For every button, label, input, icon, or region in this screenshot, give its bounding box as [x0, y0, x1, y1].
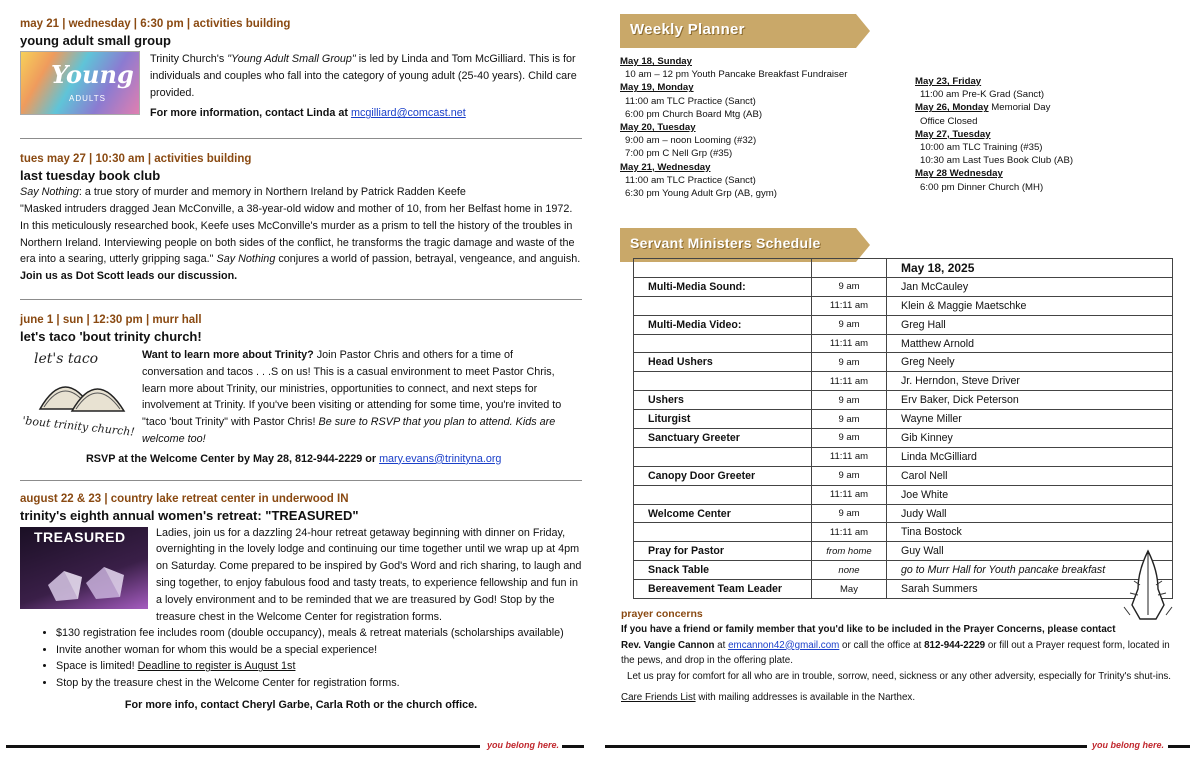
schedule-name: Tina Bostock [887, 523, 1173, 542]
taco-image [20, 347, 138, 437]
svg-text:let's taco: let's taco [34, 350, 99, 367]
schedule-time: 11:11 am [812, 447, 887, 466]
schedule-name: Jr. Herndon, Steve Driver [887, 372, 1173, 391]
schedule-role [634, 296, 812, 315]
divider [20, 299, 582, 300]
planner-day: May 26, Monday Memorial Day Office Closed [915, 102, 1051, 127]
schedule-name: Greg Hall [887, 315, 1173, 334]
schedule-role: Bereavement Team Leader [634, 580, 812, 599]
planner-day: May 27, Tuesday 10:00 am TLC Training (#35) 10:30 am Last Tues Book Club (AB) [915, 128, 1074, 167]
event-title: young adult small group [20, 33, 171, 48]
schedule-time: 9 am [812, 391, 887, 410]
planner-day: May 23, Friday 11:00 am Pre-K Grad (Sanct) [915, 76, 1045, 101]
planner-day: May 28 Wednesday 6:00 pm Dinner Church (MH) [915, 168, 1044, 193]
schedule-role [634, 372, 812, 391]
young-adults-image: Young ADULTS [20, 51, 140, 115]
table-row [634, 372, 1173, 391]
table-row [634, 447, 1173, 466]
planner-day: May 20, Tuesday 9:00 am – noon Looming (#32) 7:00 pm C Nell Grp (#35) [620, 122, 757, 160]
list-item: • Invite another woman for whom this would be a special experience! [56, 642, 582, 659]
schedule-role: Ushers [634, 391, 812, 410]
planner-day: May 18, Sunday 10 am – 12 pm Youth Pancake Breakfast Fundraiser [620, 56, 848, 81]
schedule-role [634, 485, 812, 504]
schedule-name: go to Murr Hall for Youth pancake breakfast [887, 561, 1173, 580]
table-row [634, 580, 1173, 599]
schedule-role: Liturgist [634, 410, 812, 429]
table-row [634, 561, 1173, 580]
schedule-time: from home [812, 542, 887, 561]
weekly-planner-banner: Weekly Planner [620, 14, 856, 48]
schedule-role: Canopy Door Greeter [634, 466, 812, 485]
schedule-time: 9 am [812, 353, 887, 372]
schedule-name: Wayne Miller [887, 410, 1173, 429]
schedule-role: Multi-Media Sound: [634, 277, 812, 296]
schedule-time: 9 am [812, 504, 887, 523]
footer-tagline: you belong here. [1092, 740, 1165, 750]
table-row [634, 277, 1173, 296]
schedule-time: 11:11 am [812, 372, 887, 391]
list-item: • $130 registration fee includes room (double occupancy), meals & retreat materials (scholarships available) [56, 625, 582, 642]
table-row [634, 410, 1173, 429]
schedule-time: May [812, 580, 887, 599]
event-description: TREASURED Ladies, join us for a dazzling 24-hour retreat getaway beginning with dinner on Friday, overnighting in the lovely lodge and continuing our time together until we wrap up at 4pm on Saturday. Come prepared to be inspired by God's Word and rich sharing, to laugh and sing together, to enjoy fabulous food and tasty treats, to experience fellowship and fun in a lovely environment and to be reminded that we are treasured by God! Stop by the treasure chest in the Welcome Center for registration forms. [20, 525, 582, 626]
event-rsvp: RSVP at the Welcome Center by May 28, 812-944-2229 or mary.evans@trinityna.org [86, 452, 502, 465]
divider [20, 480, 582, 481]
schedule-time: 9 am [812, 277, 887, 296]
schedule-name: Gib Kinney [887, 429, 1173, 448]
schedule-name: Joe White [887, 485, 1173, 504]
schedule-name: Carol Nell [887, 466, 1173, 485]
footer-rule [1168, 745, 1190, 748]
schedule-name: Linda McGilliard [887, 447, 1173, 466]
schedule-time: none [812, 561, 887, 580]
servant-schedule-table [633, 258, 1173, 599]
table-row [634, 429, 1173, 448]
table-row [634, 542, 1173, 561]
prayer-concerns [621, 608, 1177, 706]
email-link[interactable]: mary.evans@trinityna.org [379, 452, 502, 465]
email-link[interactable]: emcannon42@gmail.com [728, 639, 840, 651]
footer-rule [562, 745, 584, 748]
weekly-planner [620, 55, 1180, 205]
table-row [634, 485, 1173, 504]
schedule-name: Klein & Maggie Maetschke [887, 296, 1173, 315]
schedule-name: Greg Neely [887, 353, 1173, 372]
list-item: • Stop by the treasure chest in the Welcome Center for registration forms. [56, 675, 582, 692]
footer-rule [6, 745, 480, 748]
schedule-time: 11:11 am [812, 334, 887, 353]
schedule-role: Pray for Pastor [634, 542, 812, 561]
care-friends-link[interactable]: Care Friends List [621, 692, 696, 704]
servant-schedule-banner: Servant Ministers Schedule [620, 228, 856, 262]
schedule-name: Guy Wall [887, 542, 1173, 561]
email-link[interactable]: mcgilliard@comcast.net [350, 107, 466, 120]
schedule-role [634, 523, 812, 542]
event-header: may 21 | wednesday | 6:30 pm | activities building [20, 18, 291, 30]
planner-column [915, 75, 1175, 194]
schedule-role: Sanctuary Greeter [634, 429, 812, 448]
event-title: trinity's eighth annual women's retreat: "TREASURED" [20, 507, 359, 523]
schedule-time: 9 am [812, 429, 887, 448]
event-contact: For more info, contact Cheryl Garbe, Carla Roth or the church office. [124, 699, 478, 712]
schedule-time: 11:11 am [812, 296, 887, 315]
table-header-row [634, 259, 1173, 278]
schedule-time: 11:11 am [812, 485, 887, 504]
table-row [634, 315, 1173, 334]
schedule-name: Judy Wall [887, 504, 1173, 523]
footer-rule [605, 745, 1087, 748]
schedule-name: Sarah Summers [887, 580, 1173, 599]
event-description: Want to learn more about Trinity? Join Pastor Chris and others for a time of conversation and tacos . . .S on us! This is a casual environment to meet Pastor Chris, learn more about Trinity, our ministries, opportunities to connect, and next steps for involvement at Trinity. If you've been visiting or attending for some time, you're invited to "taco 'bout Trinity" with Pastor Chris! Be sure to RSVP that you plan to attend. Kids are welcome too! [142, 348, 562, 445]
table-row [634, 334, 1173, 353]
table-row [634, 504, 1173, 523]
schedule-role: Snack Table [634, 561, 812, 580]
planner-column [620, 55, 910, 200]
table-row [634, 466, 1173, 485]
divider [20, 138, 582, 139]
event-retreat [20, 493, 582, 715]
event-header: june 1 | sun | 12:30 pm | murr hall [20, 313, 202, 326]
schedule-role: Multi-Media Video: [634, 315, 812, 334]
prayer-heading: prayer concerns [621, 608, 703, 620]
schedule-role: Head Ushers [634, 353, 812, 372]
event-taco [20, 314, 582, 468]
schedule-name: Erv Baker, Dick Peterson [887, 391, 1173, 410]
schedule-date: May 18, 2025 [887, 259, 1173, 278]
event-header: tues may 27 | 10:30 am | activities building [20, 153, 252, 166]
left-column [20, 18, 582, 714]
table-row [634, 391, 1173, 410]
list-item: • Space is limited! Deadline to register is August 1st [56, 658, 582, 675]
table-row [634, 296, 1173, 315]
event-title: let's taco 'bout trinity church! [20, 328, 202, 344]
schedule-role [634, 334, 812, 353]
event-description: Say Nothing: a true story of murder and memory in Northern Ireland by Patrick Radden Keefe "Masked intruders dragged Jean McConville, a 38-year-old widow and mother of 10, from her Belfast home in 1972. In this meticulously researched book, Keefe uses McConville's murder as a prism to tell the history of the troubles in Northern Ireland. Interviewing people on both sides of the conflict, he transforms the tragic damage and waste of the era into a searing, utterly gripping saga." Say Nothing conjures a world of passion, betrayal, vengeance, and anguish. Join us as Dot Scott leads our discussion. [20, 186, 581, 283]
svg-text:'bout trinity church!: 'bout trinity church! [21, 413, 136, 437]
schedule-role [634, 447, 812, 466]
schedule-time: 9 am [812, 315, 887, 334]
retreat-bullets [56, 625, 582, 691]
event-header: august 22 & 23 | country lake retreat center in underwood IN [20, 492, 349, 505]
schedule-name: Matthew Arnold [887, 334, 1173, 353]
table-row [634, 353, 1173, 372]
planner-day: May 21, Wednesday 11:00 am TLC Practice (Sanct) 6:30 pm Young Adult Grp (AB, gym) [620, 161, 777, 200]
event-description: Trinity Church's "Young Adult Small Group" is led by Linda and Tom McGilliard. This is for individuals and couples who fall into the category of young adult (25-40 years). Child care provided. For more information, contact Linda at mcgilliard@comcast.net [150, 51, 580, 122]
schedule-time: 11:11 am [812, 523, 887, 542]
planner-day: May 19, Monday 11:00 am TLC Practice (Sanct) 6:00 pm Church Board Mtg (AB) [620, 82, 763, 120]
schedule-time: 9 am [812, 466, 887, 485]
right-column [620, 14, 1180, 251]
schedule-time: 9 am [812, 410, 887, 429]
prayer-text: If you have a friend or family member that you'd like to be included in the Prayer Concerns, please contact Rev. Vangie Cannon at emcannon42@gmail.com or call the office at 812-944-2229 or fill out a Prayer request form, located in the pews, and drop in the offering plate. Let us pray for comfort for all who are in trouble, sorrow, need, sickness or any other adversity, especially for Trinity's shut-ins. Care Friends List with mailing addresses is available in the Narthex. [621, 624, 1172, 704]
event-young-adult [20, 18, 582, 122]
schedule-role: Welcome Center [634, 504, 812, 523]
table-row [634, 523, 1173, 542]
schedule-name: Jan McCauley [887, 277, 1173, 296]
treasured-image: TREASURED [20, 527, 148, 609]
event-book-club [20, 153, 582, 285]
event-contact: For more information, contact Linda at mcgilliard@comcast.net [150, 107, 466, 120]
footer-tagline: you belong here. [487, 740, 560, 750]
event-title: last tuesday book club [20, 168, 161, 184]
